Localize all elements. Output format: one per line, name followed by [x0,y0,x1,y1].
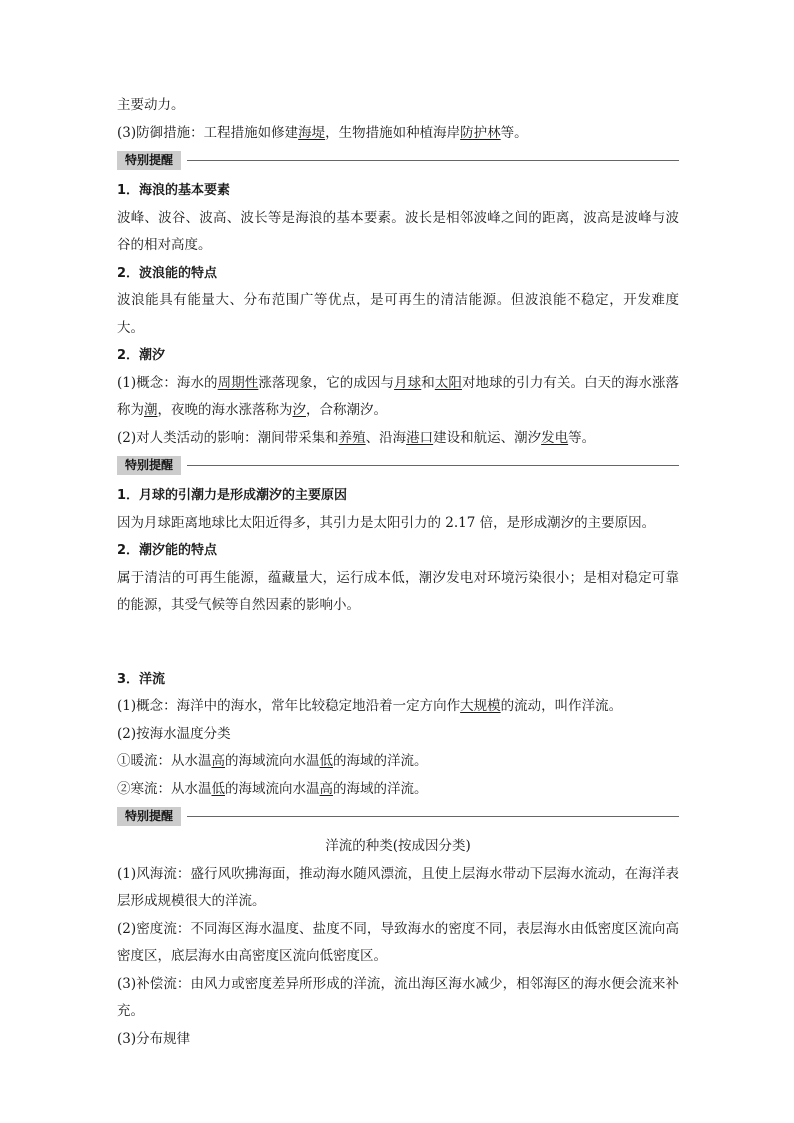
section-heading: 2．潮汐 [117,348,166,363]
document-content [117,92,679,1053]
underlined-answer: 防护林 [460,124,501,141]
tip-header [117,149,679,171]
current-concept: (1)概念：海洋中的海水，常年比较稳定地沿着一定方向作大规模的流动，叫作洋流。 [117,698,623,714]
subheading: 2．波浪能的特点 [117,265,218,281]
cold-current-line: ②寒流：从水温低的海域流向水温高的海域的洋流。 [117,780,428,797]
tip-header [117,805,679,827]
paragraph: 波峰、波谷、波高、波长等是海浪的基本要素。波长是相邻波峰之间的距离，波高是波峰与波谷的相对高度。 [117,209,679,253]
underlined-answer: 海堤 [298,124,326,141]
tide-impact: (2)对人类活动的影响：潮间带采集和养殖、沿海港口建设和航运、潮汐发电等。 [117,429,596,446]
paragraph: 因为月球距离地球比太阳近得多，其引力是太阳引力的 2.17 倍，是形成潮汐的主要原因。 [117,514,656,531]
subheading: 2．潮汐能的特点 [117,543,218,558]
text-line: (2)按海水温度分类 [117,725,231,742]
tide-concept: (1)概念：海水的周期性涨落现象，它的成因与月球和太阳对地球的引力有关。白天的海水涨落称为潮，夜晚的海水涨落称为汐，合称潮汐。 [117,374,680,418]
paragraph: (1)风海流：盛行风吹拂海面，推动海水随风漂流，且使上层海水带动下层海水流动，在海洋表层形成规模很大的洋流。 [117,865,679,909]
divider [187,816,679,817]
subheading: 1．海浪的基本要素 [117,183,231,198]
text-line: 主要动力。 [117,97,185,113]
paragraph: 波浪能具有能量大、分布范围广等优点，是可再生的清洁能源。但波浪能不稳定，开发难度大。 [117,292,679,336]
section-heading: 3．洋流 [117,671,166,687]
warm-current-line: ①暖流：从水温高的海域流向水温低的海域的洋流。 [117,753,428,769]
tip-label: 特别提醒 [117,807,181,826]
paragraph: 属于清洁的可再生能源，蕴藏量大，运行成本低，潮汐发电对环境污染很小；是相对稳定可靠的能源，其受气候等自然因素的影响小。 [117,569,679,613]
divider [187,160,679,161]
centered-title: 洋流的种类(按成因分类) [325,838,471,854]
subheading: 1．月球的引潮力是形成潮汐的主要原因 [117,488,348,503]
spacer [117,620,679,666]
tip-label: 特别提醒 [117,456,181,475]
text-line: (3)分布规律 [117,1030,191,1047]
paragraph: (3)补偿流：由风力或密度差异所形成的洋流，流出海区海水减少，相邻海区的海水便会流来补充。 [117,975,679,1019]
defense-measures-line: (3)防御措施：工程措施如修建海堤，生物措施如种植海岸防护林等。 [117,124,528,141]
divider [187,465,679,466]
tip-label: 特别提醒 [117,151,181,170]
tip-header [117,454,679,476]
paragraph: (2)密度流：不同海区海水温度、盐度不同，导致海水的密度不同，表层海水由低密度区流向高密度区，底层海水由高密度区流向低密度区。 [117,920,679,964]
